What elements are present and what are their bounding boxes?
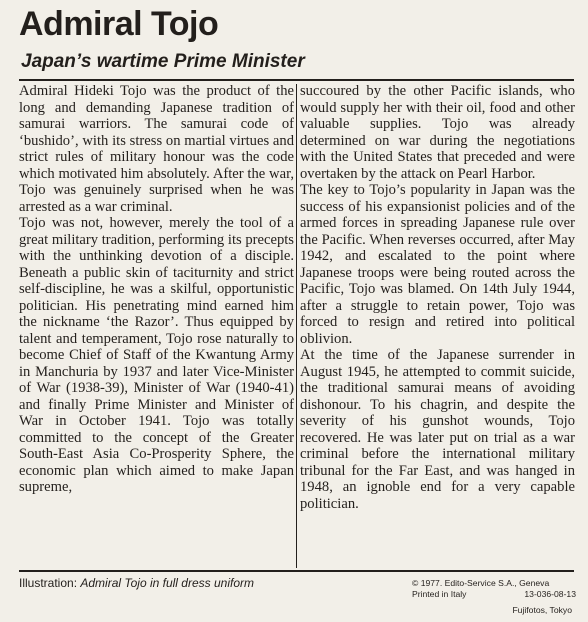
- left-paragraph-1: Admiral Hideki Tojo was the product of the long and demanding Japanese tradition of samurai warriors. The samurai code of ‘bushido’, with its stress on martial virtues and strict rules of military honour was the code which motivated him absolutely. After the war, Tojo was genuinely surprised when he was arrested as a war criminal.: [19, 83, 294, 215]
- page-title: Admiral Tojo: [19, 5, 219, 43]
- bottom-rule: [19, 570, 574, 572]
- credits: [412, 578, 576, 615]
- card-code: 13-036-08-13: [524, 589, 576, 599]
- left-paragraph-2: Tojo was not, however, merely the tool of a great military tradition, performing its precepts with the unthinking devotion of a disciple. Beneath a public skin of taciturnity and strict self-discipline, he was a skilful, opportunistic politician. His penetrating mind earned him the nickname ‘the Razor’. Thus equipped by talent and temperament, Tojo rose naturally to become Chief of Staff of the Kwantung Army in Manchuria by 1937 and later Vice-Minister of War (1938-39), Minister of War (1940-41) and finally Prime Minister and Minister of War in October 1941. Tojo was totally committed to the concept of the Greater South-East Asia Co-Prosperity Sphere, the economic plan which aimed to make Japan supreme,: [19, 215, 294, 495]
- top-rule: [19, 79, 574, 81]
- illustration-caption: [19, 576, 254, 590]
- right-paragraph-1: succoured by the other Pacific islands, who would supply her with their oil, food and other valuable supplies. Tojo was already determined on war during the negotiations with the United States that preceded and were overtaken by the attack on Pearl Harbor.: [300, 83, 575, 182]
- right-paragraph-3: At the time of the Japanese surrender in August 1945, he attempted to commit suicide, the traditional samurai means of avoiding dishonour. To his chagrin, and despite the severity of his gunshot wounds, Tojo recovered. He was later put on trial as a war criminal before the international military tribunal for the Far East, and was hanged in 1948, an ignoble end for a very capable politician.: [300, 347, 575, 512]
- illustration-label: Illustration:: [19, 576, 78, 590]
- printed-line: Printed in Italy: [412, 589, 467, 599]
- page-subtitle: Japan’s wartime Prime Minister: [21, 51, 305, 72]
- left-column: [19, 83, 294, 496]
- right-column: [300, 83, 575, 512]
- illustration-text: Admiral Tojo in full dress uniform: [80, 576, 254, 590]
- right-paragraph-2: The key to Tojo’s popularity in Japan was the success of his expansionist policies and of the armed forces in spreading Japanese rule over the Pacific. When reverses occurred, after May 1942, and escalated to the point where Japanese troops were being routed across the Pacific, Tojo was blamed. On 14th July 1944, after a struggle to retain power, Tojo was forced to resign and retired into political oblivion.: [300, 182, 575, 347]
- copyright-line: © 1977. Edito-Service S.A., Geneva: [412, 578, 550, 588]
- column-divider: [296, 84, 297, 568]
- photo-credit: Fujifotos, Tokyo: [512, 605, 572, 615]
